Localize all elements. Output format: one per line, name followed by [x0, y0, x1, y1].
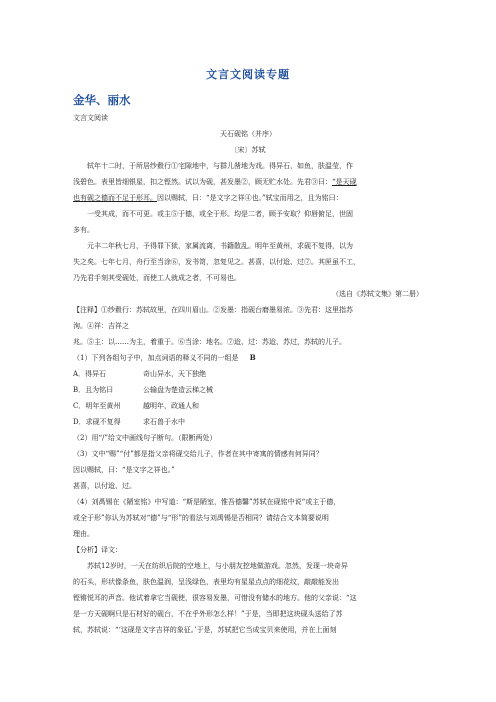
question-3: （3）文中“赐”“付”都是指父亲将砚交给儿子，作者在其中寄寓的情感有何异同？ — [73, 450, 323, 458]
analysis-line: 铿锵悦耳的声音。他试着拿它当砚使，很容易发墨，可惜没有储水的地方。他的父亲说：“这 — [73, 594, 357, 602]
page-title: 文言文阅读专题 — [206, 68, 290, 81]
notes-line: 兆。⑤主：以……为主，着重于。⑥当涂：地名。⑦迨、过：苏迨、苏过，苏轼的儿子。 — [73, 338, 346, 346]
source-citation: （选自《苏轼文集》第二册） — [332, 290, 423, 298]
analysis-label: 【分析】译文： — [73, 546, 122, 554]
passage-line — [73, 174, 423, 190]
question-3-quote-2: 甚喜，以付迨、过。 — [73, 482, 136, 490]
passage-text: 浅碧色。表里皆细银星，扣之铿然。试以为砚，甚发墨②，顾无贮水处。先君③曰： — [73, 178, 332, 186]
poem-title: 天石砚铭（并序） — [220, 130, 276, 138]
analysis-line: 轼，苏轼说：“‘这砚是文字吉祥的象征。’于是，苏轼把它当成宝贝来使用，并在上面刻 — [73, 626, 337, 634]
option-c: C．明年至黄州 越明年，政通人和 — [73, 402, 199, 410]
option-b: B．且为铭曰 公输盘为楚造云梯之械 — [73, 386, 213, 394]
analysis-line: 的石头，形状像条鱼，肤色温润，呈浅绿色，表里均有星星点点的细花纹，敲敲能发出 — [73, 578, 339, 586]
notes-line: 洵。④祥：吉祥之 — [73, 322, 129, 330]
section-heading: 金华、丽水 — [73, 93, 131, 107]
poem-author: 〔宋〕苏轼 — [230, 146, 266, 154]
analysis-line: 是一方天砚啊只是石材好的砚台，不在乎外形怎么样！”于是，当即把这块砚头送给了苏 — [73, 610, 343, 618]
passage-line: 多有。 — [73, 226, 94, 234]
answer-blank: B — [241, 350, 265, 366]
passage-line: 乃先君手刻其受砚处，而使工人就成之者，不可易也。 — [73, 274, 241, 282]
question-2: （2）用“/”给文中画线句子断句。（限断两处） — [73, 434, 217, 442]
notes-line: 【注释】①纱縠行：苏轼故里，在四川眉山。②发墨：指砚台磨墨易浓。③先君：这里指苏 — [73, 306, 353, 314]
passage-line: 失之矣。七年七月，舟行至当涂⑥，发书笥，忽复见之。甚喜，以付迨、过⑦。其匣虽不工， — [73, 258, 360, 266]
analysis-line: 苏轼12岁时，一天在纺织后院的空地上，与小朋友挖地做游戏。忽然，发现一块奇异 — [87, 562, 348, 570]
option-a: A．得异石 奇山异水，天下独绝 — [73, 370, 206, 378]
question-4: 理由。 — [73, 530, 94, 538]
question-3-quote-1: 因以赐轼，曰：“是文字之祥也。” — [73, 466, 175, 474]
question-4: 或全于形”你认为苏轼对“德”与“形”的看法与刘禹锡是否相同？请结合文本简要说明 — [73, 514, 329, 522]
category-label: 文言文阅读 — [73, 114, 108, 122]
passage-line — [73, 190, 423, 206]
document-body — [73, 110, 423, 638]
passage-line: 元丰二年秋七月，予得罪下狱，家属流离，书籍散乱。明年至黄州，求砚不复得，以为 — [87, 242, 353, 250]
underlined-sentence: “是天砚 — [332, 178, 357, 186]
option-d: D．求砚不复得 求石兽于水中 — [73, 418, 185, 426]
question-4: （4）刘禹锡在《陋室铭》中写道：“斯是陋室，惟吾德馨”苏轼在砚铭中说“或主于德， — [73, 498, 341, 506]
passage-line-rest: 因以赐轼，曰：“是文字之祥④也。”轼宝而用之，且为铭曰： — [157, 194, 343, 202]
passage-line: 轼年十二时，于所居纱縠行①宅隙地中，与群儿凿地为戏。得异石，如鱼，肤温莹，作 — [87, 162, 353, 170]
passage-line: 一受其成，而不可更。或主⑤于德，或全于形。均是二者，顾予安取？仰唇俯足，世固 — [87, 210, 353, 218]
question-1: （1）下列各组句子中，加点词语的释义不同的一组是 B — [73, 350, 423, 366]
underlined-sentence: 也有砚之德而不足于形耳。 — [73, 194, 157, 202]
